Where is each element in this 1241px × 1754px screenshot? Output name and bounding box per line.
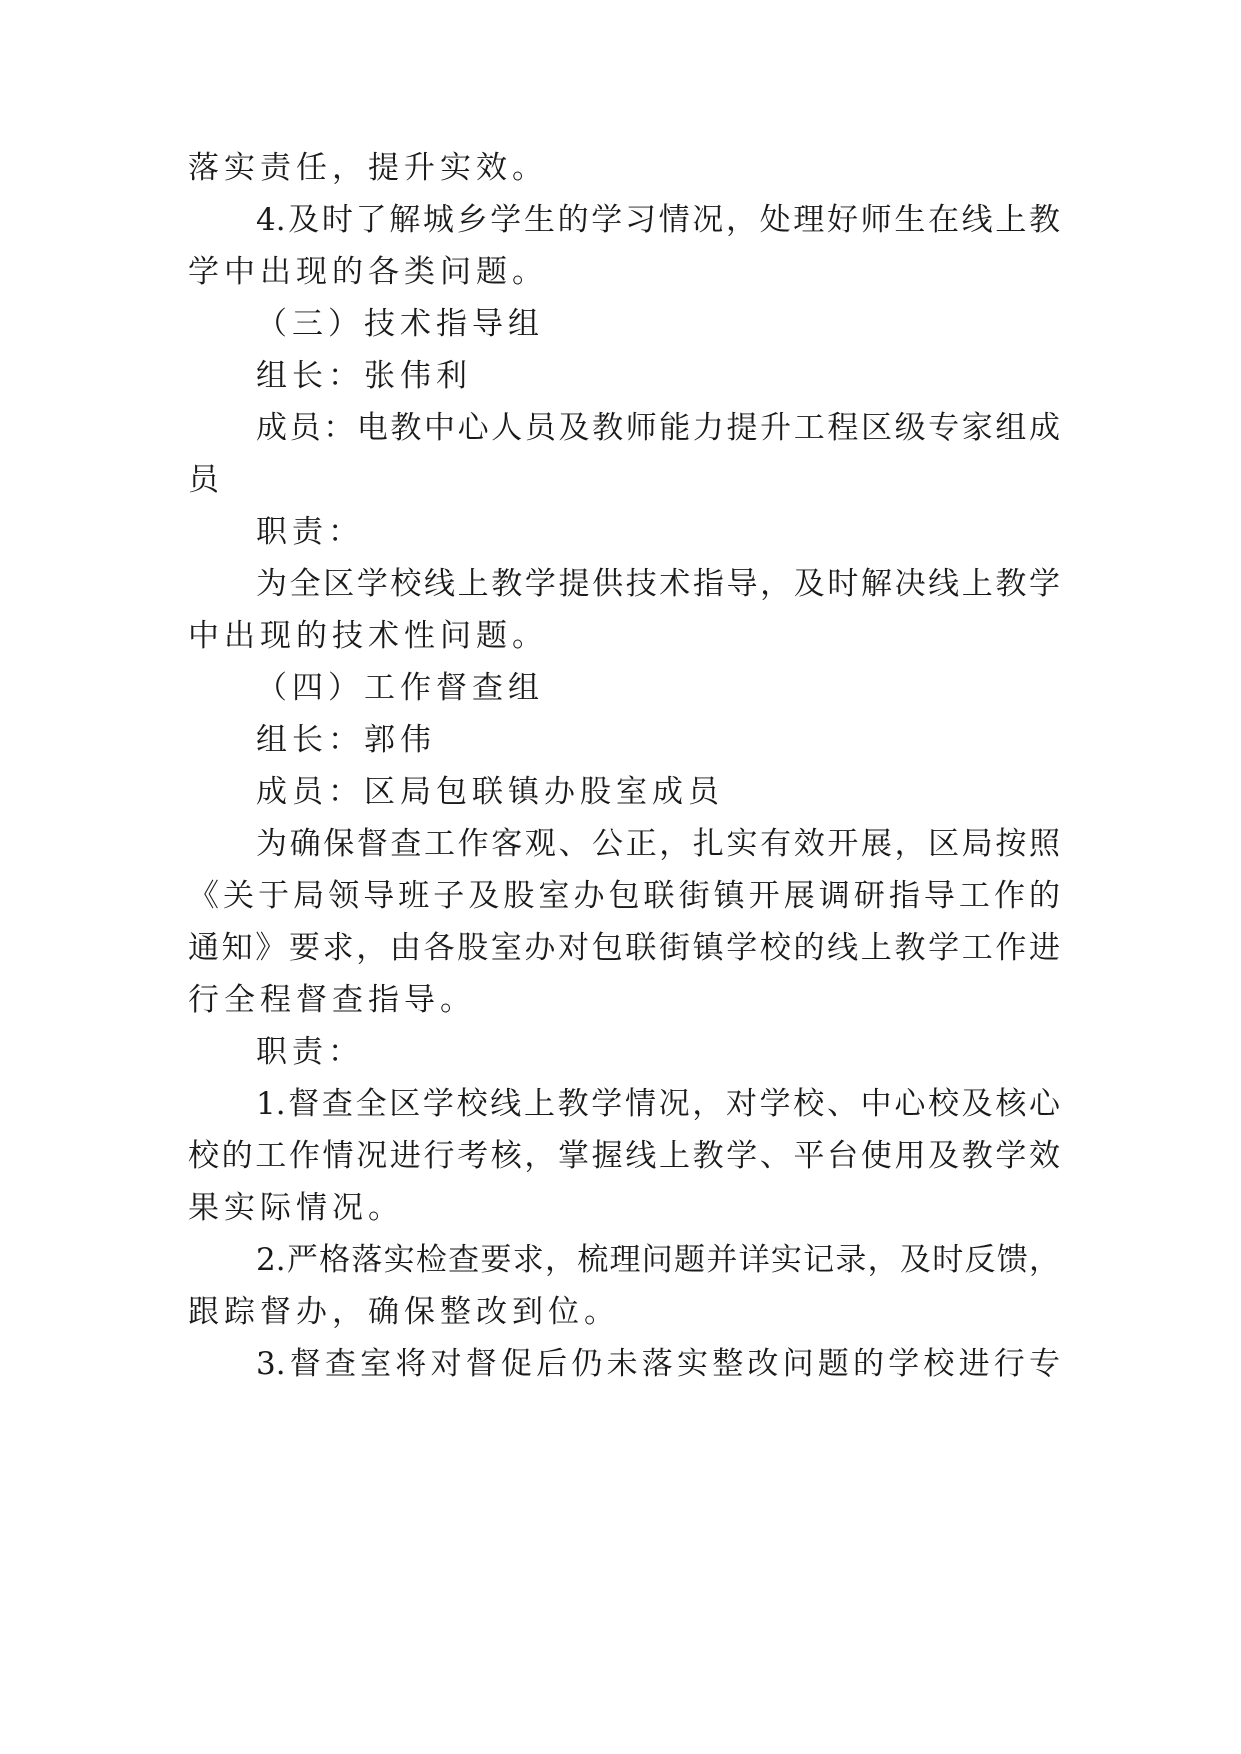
body-text-line: 中出现的技术性问题。 — [188, 618, 548, 654]
section-heading: （四）工作督查组 — [256, 670, 544, 706]
body-text-line: 2.严格落实检查要求，梳理问题并详实记录，及时反馈， — [256, 1242, 1060, 1278]
body-text-line: 组长：张伟利 — [256, 358, 472, 394]
body-text-line: 为全区学校线上教学提供技术指导，及时解决线上教学 — [256, 566, 1060, 602]
body-text-line: 学中出现的各类问题。 — [188, 254, 548, 290]
body-text-line: 成员：区局包联镇办股室成员 — [256, 774, 724, 810]
body-text-line: 4.及时了解城乡学生的学习情况，处理好师生在线上教 — [256, 202, 1060, 238]
body-text-line: 职责： — [256, 514, 364, 550]
body-text-line: 1.督查全区学校线上教学情况，对学校、中心校及核心 — [256, 1086, 1060, 1122]
body-text-line: 员 — [188, 462, 224, 498]
body-text-line: 落实责任，提升实效。 — [188, 150, 548, 186]
body-text-line: 组长：郭伟 — [256, 722, 436, 758]
body-text-line: 职责： — [256, 1034, 364, 1070]
body-text-line: 校的工作情况进行考核，掌握线上教学、平台使用及教学效 — [188, 1138, 1060, 1174]
body-text-line: 成员：电教中心人员及教师能力提升工程区级专家组成 — [256, 410, 1060, 446]
body-text-line: 《关于局领导班子及股室办包联街镇开展调研指导工作的 — [188, 878, 1060, 914]
body-text-line: 跟踪督办，确保整改到位。 — [188, 1294, 620, 1330]
body-text-line: 为确保督查工作客观、公正，扎实有效开展，区局按照 — [256, 826, 1060, 862]
body-text-line: 通知》要求，由各股室办对包联街镇学校的线上教学工作进 — [188, 930, 1060, 966]
section-heading: （三）技术指导组 — [256, 306, 544, 342]
body-text-line: 3.督查室将对督促后仍未落实整改问题的学校进行专 — [256, 1346, 1060, 1382]
body-text-line: 行全程督查指导。 — [188, 982, 476, 1018]
body-text-line: 果实际情况。 — [188, 1190, 404, 1226]
